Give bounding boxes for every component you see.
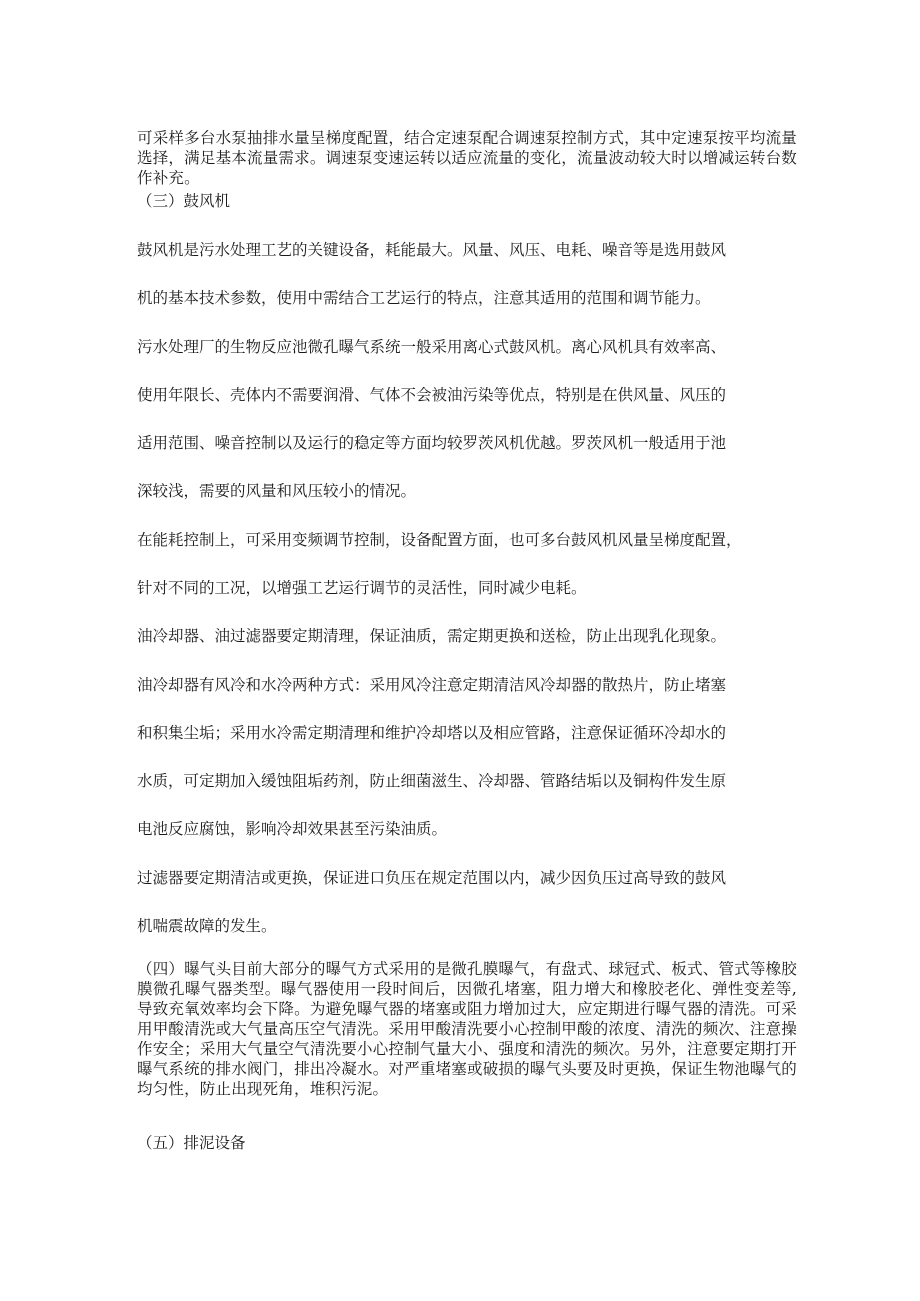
blower-paragraph-5-line-2: 和积集尘垢；采用水冷需定期清理和维护冷却塔以及相应管路，注意保证循环冷却水的 [137, 724, 727, 742]
blower-paragraph-3-line-1: 在能耗控制上，可采用变频调节控制，设备配置方面，也可多台鼓风机风量呈梯度配置， [137, 531, 742, 549]
blower-paragraph-5-line-4: 电池反应腐蚀，影响冷却效果甚至污染油质。 [137, 820, 448, 838]
blower-paragraph-5-line-1: 油冷却器有风冷和水冷两种方式：采用风冷注意定期清洁风冷却器的散热片，防止堵塞 [137, 676, 727, 694]
aerator-paragraph: （四）曝气头目前大部分的曝气方式采用的是微孔膜曝气，有盘式、球冠式、板式、管式等橡胶膜微孔曝气器类型。曝气器使用一段时间后，因微孔堵塞，阻力增大和橡胶老化、弹性变差等,导致充氧效率均会下降。为避免曝气器的堵塞或阻力增加过大，应定期进行曝气器的清洗。可采用甲酸清洗或大气量高压空气清洗。采用甲酸清洗要小心控制甲酸的浓度、清洗的频次、注意操作安全；采用大气量空气清洗要小心控制气量大小、强度和清洗的频次。另外，注意要定期打开曝气系统的排水阀门，排出冷凝水。对严重堵塞或破损的曝气头要及时更换，保证生物池曝气的均匀性，防止出现死角，堆积污泥。 [137, 960, 797, 1098]
section-5-heading: （五）排泥设备 [137, 1134, 246, 1152]
blower-paragraph-6-line-1: 过滤器要定期清洁或更换，保证进口负压在规定范围以内，减少因负压过高导致的鼓风 [137, 869, 727, 887]
blower-paragraph-1-line-2: 机的基本技术参数，使用中需结合工艺运行的特点，注意其适用的范围和调节能力。 [137, 289, 711, 307]
blower-paragraph-4-line-1: 油冷却器、油过滤器要定期清理，保证油质，需定期更换和送检，防止出现乳化现象。 [137, 627, 727, 645]
blower-paragraph-2-line-4: 深较浅，需要的风量和风压较小的情况。 [137, 482, 417, 500]
blower-paragraph-2-line-1: 污水处理厂的生物反应池微孔曝气系统一般采用离心式鼓风机。离心风机具有效率高、 [137, 338, 727, 356]
blower-paragraph-1-line-1: 鼓风机是污水处理工艺的关键设备，耗能最大。风量、风压、电耗、噪音等是选用鼓风 [137, 241, 727, 259]
blower-paragraph-2-line-2: 使用年限长、壳体内不需要润滑、气体不会被油污染等优点，特别是在供风量、风压的 [137, 386, 727, 404]
blower-paragraph-3-line-2: 针对不同的工况，以增强工艺运行调节的灵活性，同时减少电耗。 [137, 579, 587, 597]
blower-paragraph-6-line-2: 机喘震故障的发生。 [137, 917, 277, 935]
blower-paragraph-5-line-3: 水质，可定期加入缓蚀阻垢药剂，防止细菌滋生、冷却器、管路结垢以及铜构件发生原 [137, 772, 727, 790]
blower-paragraph-2-line-3: 适用范围、噪音控制以及运行的稳定等方面均较罗茨风机优越。罗茨风机一般适用于池 [137, 434, 727, 452]
intro-paragraph: 可采样多台水泵抽排水量呈梯度配置，结合定速泵配合调速泵控制方式，其中定速泵按平均流量选择，满足基本流量需求。调速泵变速运转以适应流量的变化，流量波动较大时以增减运转台数作补充。 [137, 129, 797, 187]
section-3-heading: （三）鼓风机 [137, 192, 231, 210]
